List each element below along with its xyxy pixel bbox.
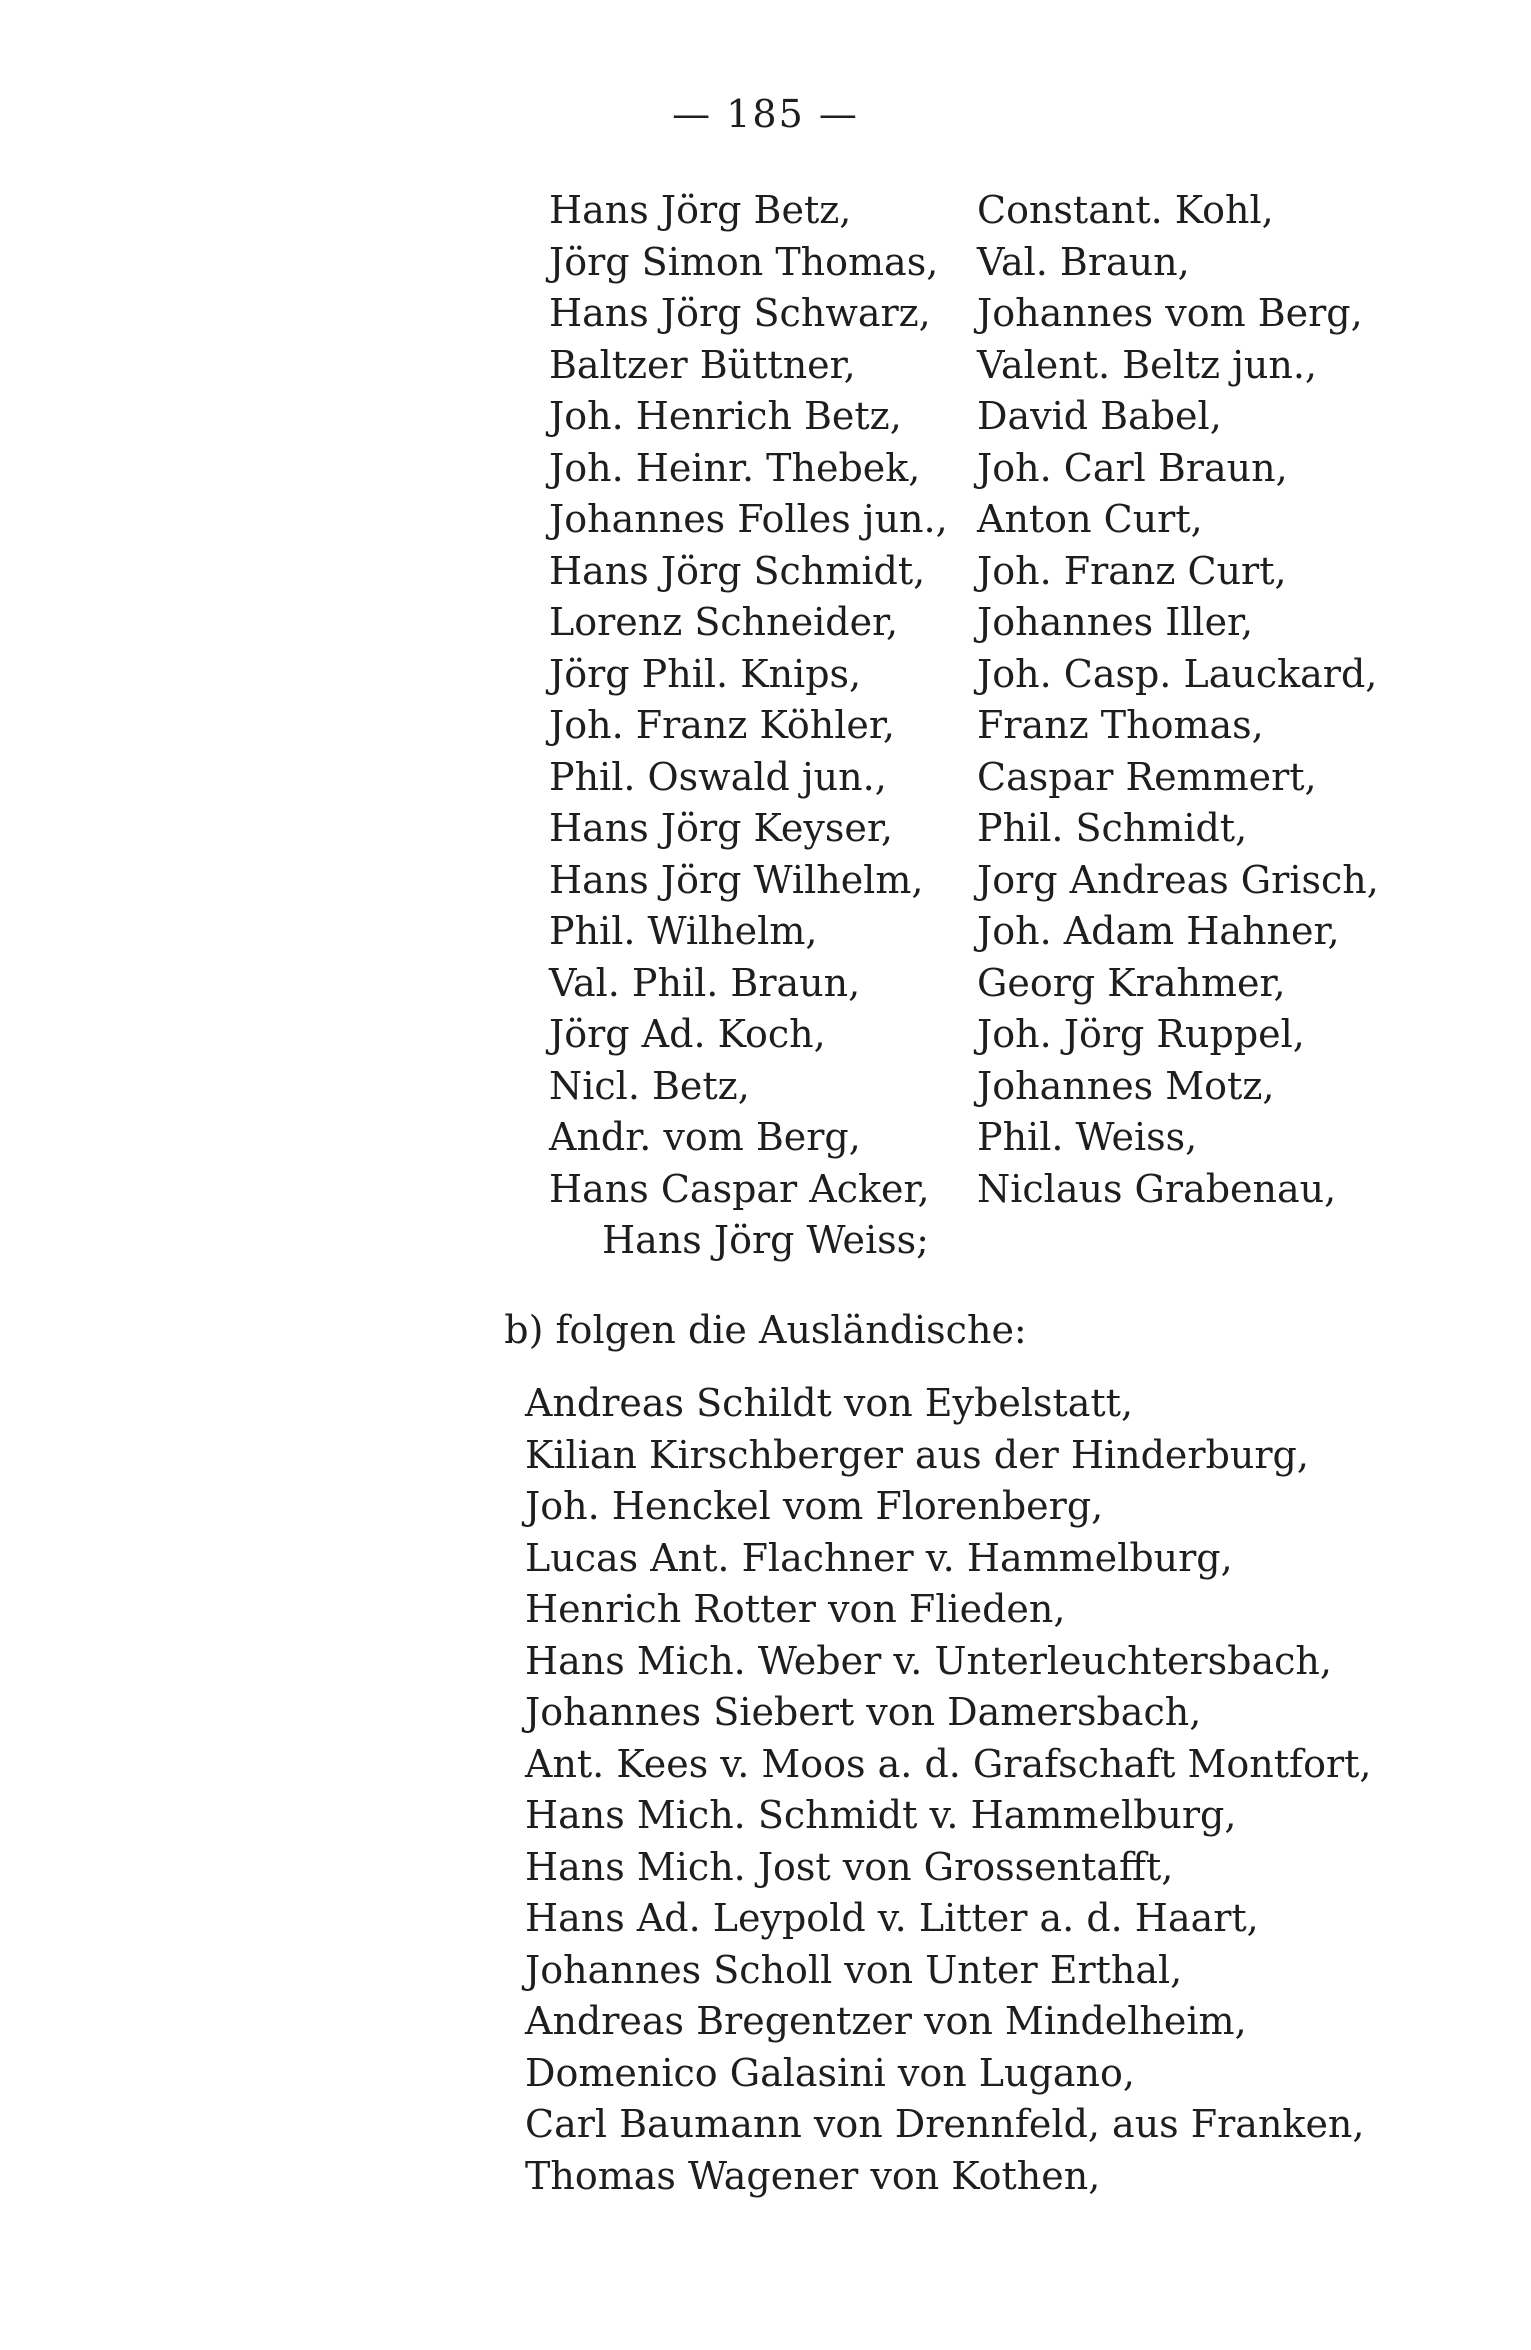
name-row	[535, 546, 1435, 598]
list-item: Domenico Galasini von Lugano,	[525, 2050, 1135, 2095]
name-row	[535, 1061, 1435, 1113]
list-item: Lucas Ant. Flachner v. Hammelburg,	[525, 1535, 1233, 1580]
name-row	[535, 340, 1435, 392]
list-item: Andreas Schildt von Eybelstatt,	[525, 1381, 1134, 1425]
list-item: Kilian Kirschberger aus der Hinderburg,	[525, 1432, 1309, 1477]
name-row	[535, 288, 1435, 340]
list-item: Johannes Scholl von Unter Erthal,	[525, 1947, 1183, 1992]
name-left: Hans Jörg Betz,	[549, 188, 852, 232]
name-left: Jörg Ad. Koch,	[549, 1012, 826, 1056]
name-left: Johannes Folles jun.,	[549, 497, 948, 541]
name-row	[535, 855, 1435, 907]
name-row	[535, 803, 1435, 855]
name-row	[535, 597, 1435, 649]
final-name-line: Hans Jörg Weiss;	[602, 1218, 929, 1262]
name-row	[535, 1009, 1435, 1061]
name-right: Caspar Remmert,	[977, 754, 1317, 799]
name-right: Johannes vom Berg,	[977, 291, 1363, 335]
name-right: Phil. Weiss,	[977, 1115, 1198, 1159]
name-left: Nicl. Betz,	[549, 1063, 750, 1108]
name-row	[535, 1112, 1435, 1164]
name-left: Andr. vom Berg,	[549, 1115, 861, 1159]
list-item: Henrich Rotter von Flieden,	[525, 1587, 1066, 1631]
name-left: Hans Jörg Schmidt,	[549, 548, 926, 593]
foreign-name-list	[525, 1378, 1425, 2202]
name-left: Baltzer Büttner,	[549, 342, 856, 387]
name-left: Phil. Wilhelm,	[549, 909, 818, 953]
name-left: Hans Caspar Acker,	[549, 1166, 930, 1211]
section-heading: b) folgen die Ausländische:	[504, 1308, 1027, 1352]
list-item: Andreas Bregentzer von Mindelheim,	[525, 1999, 1247, 2043]
name-right: Niclaus Grabenau,	[977, 1166, 1337, 1211]
name-list-two-column	[535, 185, 1435, 1215]
name-left: Jörg Simon Thomas,	[549, 239, 939, 284]
list-item: Hans Mich. Schmidt v. Hammelburg,	[525, 1793, 1237, 1837]
list-item: Hans Ad. Leypold v. Litter a. d. Haart,	[525, 1896, 1259, 1940]
name-row	[535, 185, 1435, 237]
name-left: Jörg Phil. Knips,	[549, 651, 862, 696]
name-left: Joh. Heinr. Thebek,	[549, 445, 921, 490]
name-right: Joh. Casp. Lauckard,	[977, 651, 1378, 696]
name-right: Joh. Carl Braun,	[977, 445, 1288, 490]
name-right: Constant. Kohl,	[977, 188, 1274, 232]
name-row	[535, 391, 1435, 443]
name-right: Georg Krahmer,	[977, 960, 1286, 1005]
name-row	[535, 700, 1435, 752]
name-right: Valent. Beltz jun.,	[977, 342, 1317, 387]
name-right: Franz Thomas,	[977, 703, 1264, 747]
name-left: Val. Phil. Braun,	[549, 960, 861, 1005]
name-row	[535, 443, 1435, 495]
name-left: Lorenz Schneider,	[549, 600, 899, 644]
name-right: Joh. Franz Curt,	[977, 548, 1287, 593]
list-item: Thomas Wagener von Kothen,	[525, 2153, 1101, 2198]
list-item: Johannes Siebert von Damersbach,	[525, 1690, 1202, 1734]
name-left: Hans Jörg Schwarz,	[549, 291, 931, 335]
name-right: Joh. Jörg Ruppel,	[977, 1012, 1305, 1056]
name-right: Phil. Schmidt,	[977, 806, 1248, 850]
name-left: Hans Jörg Wilhelm,	[549, 857, 924, 902]
name-row	[535, 494, 1435, 546]
list-item: Hans Mich. Weber v. Unterleuchtersbach,	[525, 1638, 1332, 1683]
name-right: Jorg Andreas Grisch,	[977, 857, 1379, 902]
list-item: Joh. Henckel vom Florenberg,	[525, 1484, 1104, 1528]
name-left: Hans Jörg Keyser,	[549, 806, 893, 850]
name-right: Anton Curt,	[977, 497, 1203, 541]
list-item: Hans Mich. Jost von Grossentafft,	[525, 1844, 1174, 1889]
name-left: Phil. Oswald jun.,	[549, 754, 887, 799]
name-right: Joh. Adam Hahner,	[977, 909, 1340, 953]
name-row	[535, 752, 1435, 804]
name-row	[535, 906, 1435, 958]
name-row	[535, 649, 1435, 701]
name-row	[535, 958, 1435, 1010]
list-item: Ant. Kees v. Moos a. d. Grafschaft Montfort,	[525, 1741, 1372, 1786]
name-right: Val. Braun,	[977, 239, 1190, 284]
page-number: — 185 —	[672, 92, 859, 136]
name-left: Joh. Henrich Betz,	[549, 394, 902, 438]
name-left: Joh. Franz Köhler,	[549, 703, 895, 747]
name-row	[535, 237, 1435, 289]
name-right: Johannes Motz,	[977, 1063, 1275, 1108]
name-right: David Babel,	[977, 394, 1222, 438]
name-right: Johannes Iller,	[977, 600, 1254, 644]
name-row	[535, 1164, 1435, 1216]
list-item: Carl Baumann von Drennfeld, aus Franken,	[525, 2102, 1365, 2146]
